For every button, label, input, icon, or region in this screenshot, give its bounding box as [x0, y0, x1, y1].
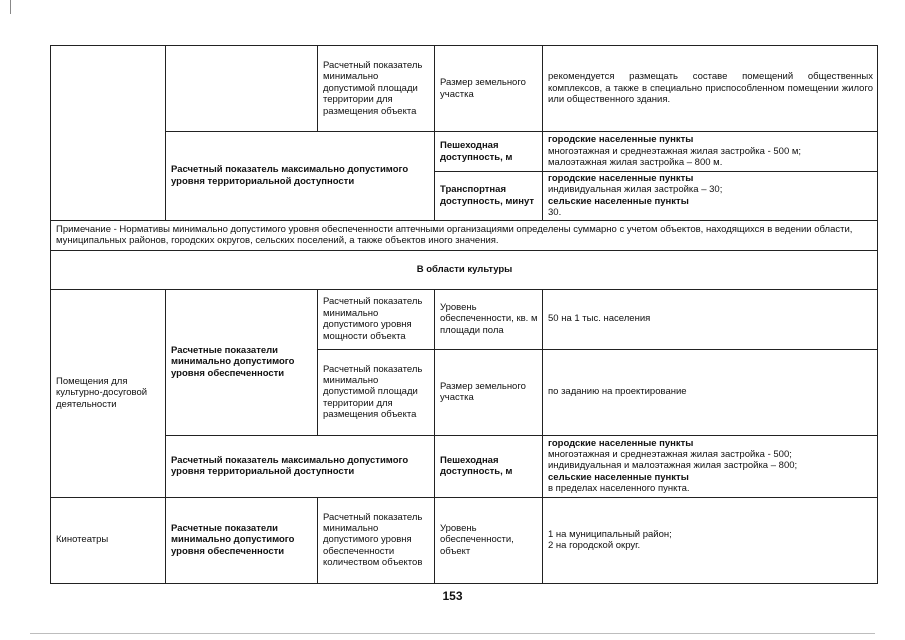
value-cell: рекомендуется размещать составе помещений общественных комплексов, а также в специально приспособленном помещении жилого или общественного здания. [543, 46, 878, 132]
indicator-type-cell: Расчетный показатель максимально допустимого уровня территориальной доступности [166, 435, 435, 497]
value-line: индивидуальная и малоэтажная жилая застройка – 800; [548, 460, 798, 472]
value-cell [543, 497, 878, 583]
standards-table [50, 45, 878, 584]
value-cell [543, 435, 878, 497]
parameter-cell: Уровень обеспеченности, объект [435, 497, 543, 583]
object-cell: Помещения для культурно-досуговой деятельности [51, 289, 166, 497]
value-cell: 50 на 1 тыс. населения [543, 289, 878, 349]
parameter-cell: Транспортная доступность, минут [435, 172, 543, 221]
value-line: многоэтажная и среднеэтажная жилая застройка - 500; [548, 449, 792, 461]
value-heading: сельские населенные пункты [548, 195, 689, 207]
table-row [51, 435, 878, 497]
value-heading: городские населенные пункты [548, 437, 694, 449]
indicator-type-cell-empty [166, 46, 318, 132]
value-line: 2 на городской округ. [548, 540, 641, 552]
indicator-cell: Расчетный показатель минимально допустимого уровня мощности объекта [318, 289, 435, 349]
table-row [51, 46, 878, 132]
value-line: 30. [548, 207, 562, 219]
indicator-cell: Расчетный показатель минимально допустимого уровня обеспеченности количеством объектов [318, 497, 435, 583]
value-line: 1 на муниципальный район; [548, 528, 672, 540]
parameter-cell: Размер земельного участка [435, 46, 543, 132]
section-row [51, 250, 878, 289]
scan-edge-mark [0, 0, 11, 14]
value-heading: городские населенные пункты [548, 134, 694, 146]
note-cell: Примечание - Нормативы минимально допустимого уровня обеспеченности аптечными организациями определены суммарно с учетом объектов, находящихся в ведении области, муниципальных районов, городских округов, сельских поселений, а также объектов иного значения. [51, 220, 878, 250]
parameter-cell: Пешеходная доступность, м [435, 132, 543, 172]
value-heading: сельские населенные пункты [548, 471, 689, 483]
value-line: многоэтажная и среднеэтажная жилая застройка - 500 м; [548, 145, 802, 157]
scan-border-line [30, 633, 875, 634]
indicator-type-cell: Расчетный показатель максимально допустимого уровня территориальной доступности [166, 132, 435, 221]
value-cell [543, 172, 878, 221]
value-line: в пределах населенного пункта. [548, 483, 690, 495]
parameter-cell: Пешеходная доступность, м [435, 435, 543, 497]
page-number: 153 [442, 589, 463, 603]
indicator-cell: Расчетный показатель минимально допустимой площади территории для размещения объекта [318, 46, 435, 132]
table-row [51, 289, 878, 349]
indicator-type-cell: Расчетные показатели минимально допустимого уровня обеспеченности [166, 497, 318, 583]
indicator-type-cell: Расчетные показатели минимально допустимого уровня обеспеченности [166, 289, 318, 435]
value-line: индивидуальная жилая застройка – 30; [548, 184, 723, 196]
value-heading: городские населенные пункты [548, 173, 694, 184]
value-cell [543, 132, 878, 172]
parameter-cell: Размер земельного участка [435, 349, 543, 435]
table-row [51, 132, 878, 172]
object-cell: Кинотеатры [51, 497, 166, 583]
note-row [51, 220, 878, 250]
object-cell-empty [51, 46, 166, 221]
value-cell: по заданию на проектирование [543, 349, 878, 435]
table-row [51, 497, 878, 583]
indicator-cell: Расчетный показатель минимально допустимой площади территории для размещения объекта [318, 349, 435, 435]
parameter-cell: Уровень обеспеченности, кв. м площади пола [435, 289, 543, 349]
value-line: малоэтажная жилая застройка – 800 м. [548, 157, 723, 169]
section-heading: В области культуры [51, 250, 878, 289]
